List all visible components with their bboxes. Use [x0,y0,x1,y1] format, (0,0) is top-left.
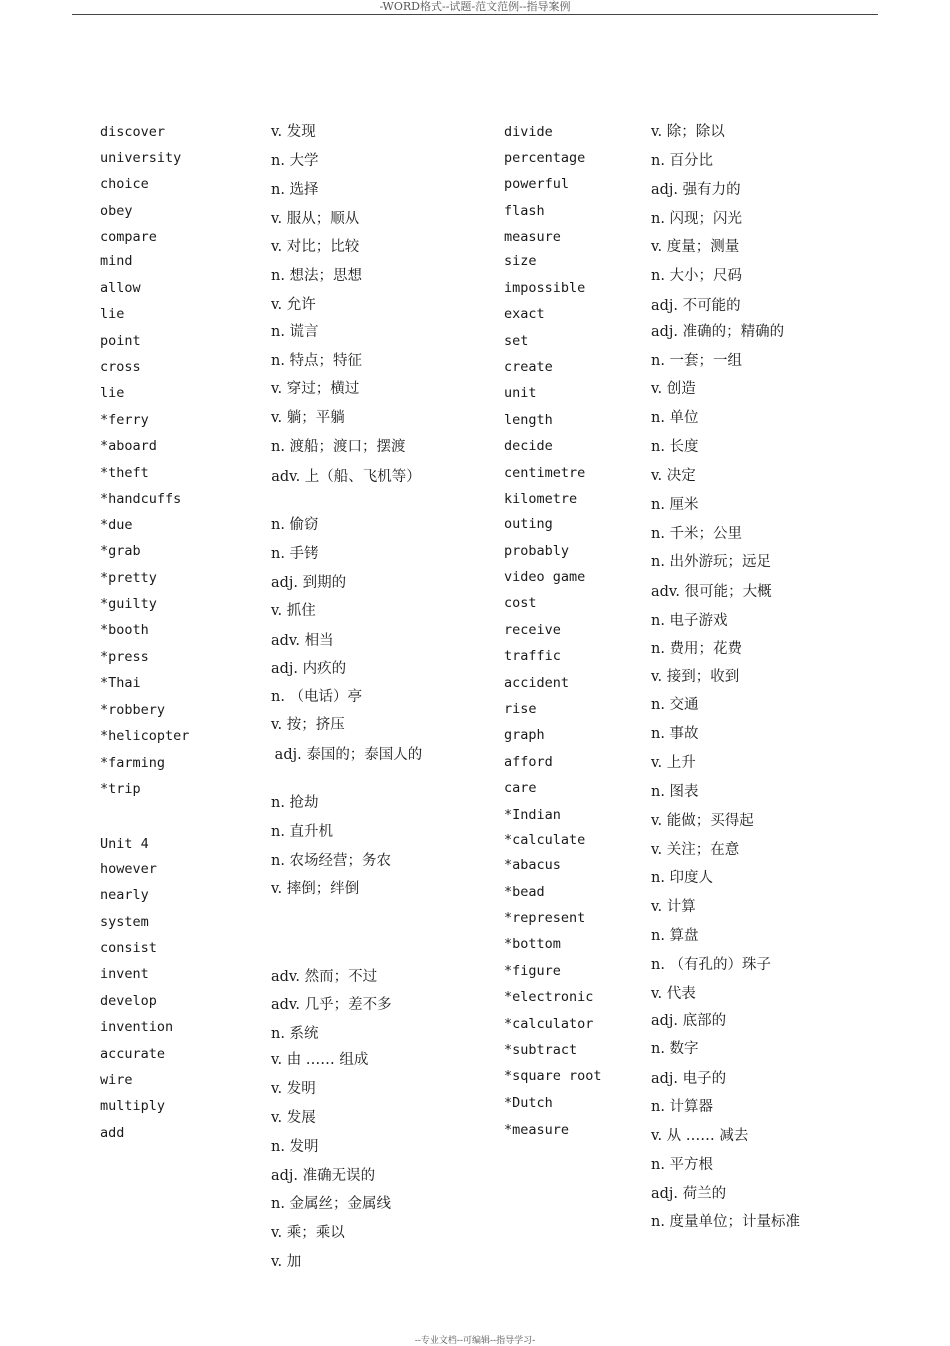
vocab-meaning: v. 接到；收到 [651,669,740,685]
vocab-meaning: v. 计算 [651,899,696,915]
vocab-word: *ferry [100,412,149,428]
vocab-word: *represent [504,910,586,926]
vocab-word: traffic [504,648,561,664]
vocab-meaning: v. 发明 [271,1081,316,1097]
vocab-meaning: n. 特点；特征 [271,353,363,369]
vocab-word: *calculator [504,1016,594,1032]
vocab-word: *helicopter [100,728,190,744]
vocab-word: *aboard [100,438,157,454]
vocab-meaning: adj. 荷兰的 [651,1186,727,1202]
vocab-word: *measure [504,1122,570,1138]
vocab-meaning: n. 抢劫 [271,795,319,811]
vocab-meaning: v. 按；挤压 [271,717,345,733]
vocab-word: divide [504,124,553,140]
vocab-word: wire [100,1072,133,1088]
vocab-word: probably [504,543,570,559]
vocab-meaning: n. 事故 [651,726,699,742]
vocab-meaning: adv. 几乎；差不多 [271,997,392,1013]
vocab-word: *subtract [504,1042,578,1058]
vocab-word: invention [100,1019,174,1035]
vocab-meaning: n. 金属丝；金属线 [271,1196,392,1212]
vocab-meaning: n. 大学 [271,153,319,169]
vocab-meaning: adj. 强有力的 [651,182,741,198]
vocab-meaning: n. 交通 [651,697,699,713]
vocab-word: *robbery [100,702,166,718]
vocab-meaning: adj. 到期的 [271,575,347,591]
vocab-word: mind [100,253,133,269]
vocab-word: outing [504,516,553,532]
vocab-word: *electronic [504,989,594,1005]
vocab-meaning: v. 代表 [651,986,696,1002]
vocab-word: decide [504,438,553,454]
vocab-word: cost [504,595,537,611]
vocab-meaning: v. 摔倒；绊倒 [271,881,360,897]
vocab-word: *booth [100,622,149,638]
vocab-meaning: n. 闪现；闪光 [651,211,743,227]
vocab-word: however [100,861,157,877]
vocab-word: *Dutch [504,1095,553,1111]
vocab-word: consist [100,940,157,956]
vocab-meaning: v. 对比；比较 [271,239,360,255]
vocab-meaning: n. 平方根 [651,1157,714,1173]
vocab-meaning: adj. 底部的 [651,1013,727,1029]
vocab-word: *trip [100,781,141,797]
vocab-word: *due [100,517,133,533]
vocab-meaning: adj. 泰国的；泰国人的 [274,747,423,763]
vocab-meaning: n. 偷窃 [271,517,319,533]
vocab-meaning: n. 费用；花费 [651,641,743,657]
vocab-word: point [100,333,141,349]
vocab-meaning: n. 发明 [271,1139,319,1155]
vocab-meaning: n. （有孔的）珠子 [651,957,772,973]
vocab-word: *pretty [100,570,157,586]
vocab-meaning: v. 躺；平躺 [271,410,345,426]
vocab-word: exact [504,306,545,322]
vocab-word: *guilty [100,596,157,612]
vocab-word: create [504,359,553,375]
vocab-meaning: v. 关注；在意 [651,842,740,858]
vocab-meaning: n. 直升机 [271,824,334,840]
vocab-word: set [504,333,529,349]
vocab-word: *Thai [100,675,141,691]
vocab-meaning: v. 从 …… 减去 [651,1128,749,1144]
vocab-meaning: adj. 准确的；精确的 [651,324,785,340]
vocab-word: *abacus [504,857,561,873]
vocab-word: *square root [504,1068,602,1084]
vocab-meaning: v. 创造 [651,381,696,397]
vocab-meaning: v. 抓住 [271,603,316,619]
vocab-meaning: n. 大小；尺码 [651,268,743,284]
vocab-meaning: n. 长度 [651,439,699,455]
vocab-meaning: v. 发现 [271,124,316,140]
vocab-word: lie [100,306,125,322]
vocab-meaning: n. 算盘 [651,928,699,944]
vocab-meaning: n. 出外游玩；远足 [651,554,772,570]
vocab-word: video game [504,569,586,585]
vocab-meaning: v. 服从；顺从 [271,211,360,227]
vocab-meaning: n. 想法；思想 [271,268,363,284]
vocab-word: centimetre [504,465,586,481]
vocab-meaning: adv. 上（船、飞机等） [271,469,421,485]
vocab-meaning: n. （电话）亭 [271,689,363,705]
vocab-word: obey [100,203,133,219]
vocab-meaning: n. 谎言 [271,324,319,340]
vocab-meaning: n. 印度人 [651,870,714,886]
vocab-word: develop [100,993,157,1009]
vocab-word: Unit 4 [100,836,149,852]
vocab-word: *bead [504,884,545,900]
vocab-word: size [504,253,537,269]
vocab-word: powerful [504,176,570,192]
vocab-word: multiply [100,1098,166,1114]
vocab-word: *calculate [504,832,586,848]
vocab-meaning: adj. 内疚的 [271,661,347,677]
vocab-word: *press [100,649,149,665]
vocab-meaning: adv. 很可能；大概 [651,584,772,600]
vocab-meaning: v. 由 …… 组成 [271,1052,369,1068]
vocab-meaning: v. 发展 [271,1110,316,1126]
vocab-meaning: v. 加 [271,1254,302,1270]
vocab-word: impossible [504,280,586,296]
vocab-word: system [100,914,149,930]
vocab-word: nearly [100,887,149,903]
vocab-meaning: adj. 电子的 [651,1071,727,1087]
vocab-word: cross [100,359,141,375]
vocab-meaning: adj. 准确无误的 [271,1168,376,1184]
vocab-word: *bottom [504,936,561,952]
vocab-meaning: v. 度量；测量 [651,239,740,255]
vocab-meaning: n. 单位 [651,410,699,426]
vocab-meaning: n. 手铐 [271,546,319,562]
vocab-meaning: n. 图表 [651,784,699,800]
vocab-meaning: n. 农场经营；务农 [271,853,392,869]
vocab-meaning: n. 系统 [271,1026,319,1042]
vocab-word: *grab [100,543,141,559]
vocab-meaning: v. 上升 [651,755,696,771]
vocab-word: add [100,1125,125,1141]
vocab-word: invent [100,966,149,982]
vocab-word: accurate [100,1046,166,1062]
vocab-word: *farming [100,755,166,771]
vocab-meaning: n. 计算器 [651,1099,714,1115]
page-footer: --专业文档--可编辑--指导学习- [414,1336,536,1346]
vocab-word: compare [100,229,157,245]
vocab-meaning: n. 一套；一组 [651,353,743,369]
vocab-word: *Indian [504,807,561,823]
vocab-meaning: n. 选择 [271,182,319,198]
vocab-word: discover [100,124,166,140]
vocab-meaning: adv. 然而；不过 [271,969,378,985]
vocab-word: university [100,150,182,166]
vocab-meaning: n. 度量单位；计量标准 [651,1214,801,1230]
vocab-word: unit [504,385,537,401]
vocab-word: rise [504,701,537,717]
vocab-meaning: v. 能做；买得起 [651,813,754,829]
vocab-meaning: n. 电子游戏 [651,613,728,629]
vocab-word: *theft [100,465,149,481]
vocab-meaning: adv. 相当 [271,633,334,649]
vocab-word: percentage [504,150,586,166]
vocab-meaning: v. 允许 [271,297,316,313]
vocab-meaning: n. 数字 [651,1041,699,1057]
vocab-word: measure [504,229,561,245]
vocab-meaning: n. 百分比 [651,153,714,169]
vocab-word: *figure [504,963,561,979]
vocab-word: allow [100,280,141,296]
vocab-meaning: v. 决定 [651,468,696,484]
vocab-word: care [504,780,537,796]
vocab-word: afford [504,754,553,770]
vocab-word: length [504,412,553,428]
vocab-word: lie [100,385,125,401]
vocab-word: kilometre [504,491,578,507]
vocab-word: receive [504,622,561,638]
vocab-word: choice [100,176,149,192]
vocab-meaning: adj. 不可能的 [651,298,741,314]
page-header: -WORD格式--试题-范文范例--指导案例 [72,0,878,15]
vocab-meaning: v. 穿过；横过 [271,381,360,397]
vocab-word: accident [504,675,570,691]
vocab-meaning: n. 渡船；渡口；摆渡 [271,439,406,455]
vocab-meaning: n. 千米；公里 [651,526,743,542]
vocab-word: *handcuffs [100,491,182,507]
vocab-meaning: v. 乘；乘以 [271,1225,345,1241]
vocab-word: flash [504,203,545,219]
vocab-meaning: v. 除；除以 [651,124,725,140]
vocab-meaning: n. 厘米 [651,497,699,513]
vocab-word: graph [504,727,545,743]
